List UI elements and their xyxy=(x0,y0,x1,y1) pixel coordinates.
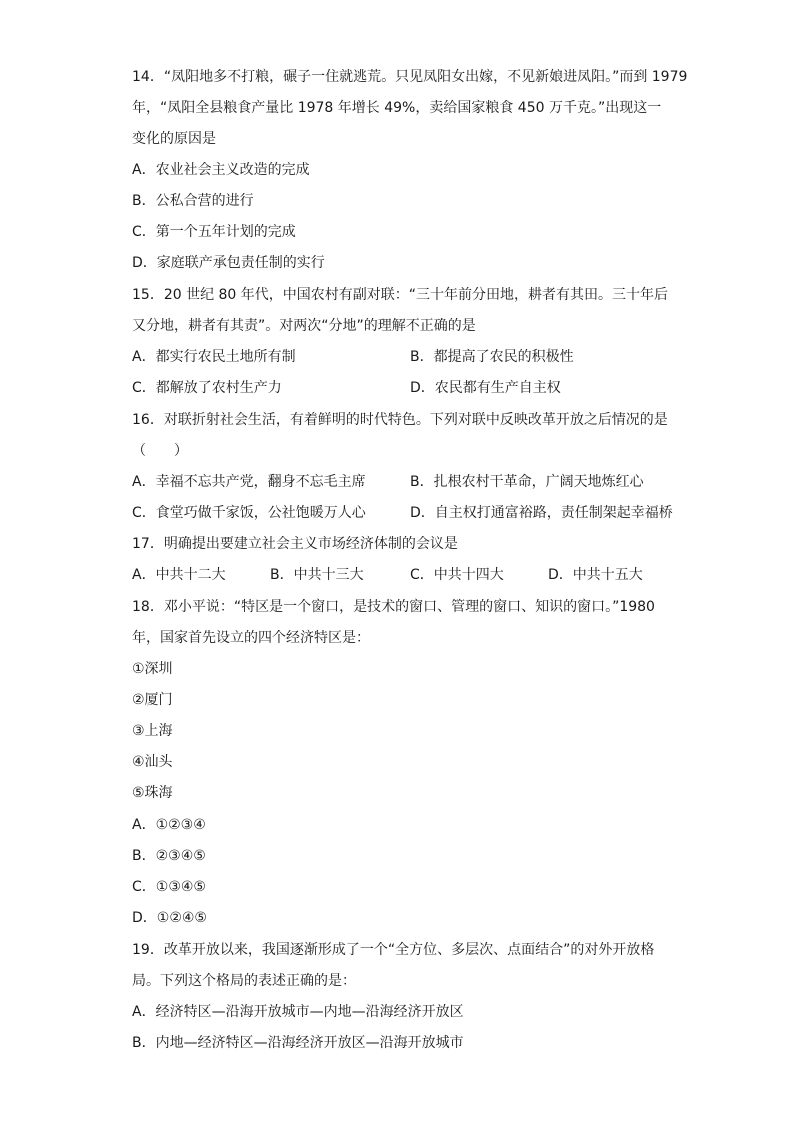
q18-item-2: ②厦门 xyxy=(132,692,173,708)
q15-stem-line-1: 15．20 世纪 80 年代，中国农村有副对联：“三十年前分田地，耕者有其田。三十年后 xyxy=(132,287,669,303)
q15-option-a: A．都实行农民土地所有制 xyxy=(132,349,296,365)
q18-option-b: B．②③④⑤ xyxy=(132,848,206,864)
q14-stem-line-1: 14．“凤阳地多不打粮，碾子一住就逃荒。只见凤阳女出嫁，不见新娘进凤阳。”而到 1979 xyxy=(132,69,688,85)
q14-option-d: D．家庭联产承包责任制的实行 xyxy=(132,255,325,271)
q18-option-d: D．①②④⑤ xyxy=(132,910,207,926)
q16-option-c: C．食堂巧做千家饭，公社饱暖万人心 xyxy=(132,505,366,521)
q18-item-1: ①深圳 xyxy=(132,661,173,677)
q19-stem-line-2: 局。下列这个格局的表述正确的是： xyxy=(132,973,356,989)
q17-option-b: B．中共十三大 xyxy=(270,567,364,583)
q18-option-a: A．①②③④ xyxy=(132,817,206,833)
q14-stem-line-3: 变化的原因是 xyxy=(132,131,216,147)
q18-stem-line-2: 年，国家首先设立的四个经济特区是： xyxy=(132,630,370,646)
q17-option-d: D．中共十五大 xyxy=(548,567,643,583)
q19-stem-line-1: 19．改革开放以来，我国逐渐形成了一个“全方位、多层次、点面结合”的对外开放格 xyxy=(132,942,655,958)
q19-option-b: B．内地—经济特区—沿海经济开放区—沿海开放城市 xyxy=(132,1035,464,1051)
q17-stem: 17．明确提出要建立社会主义市场经济体制的会议是 xyxy=(132,536,458,552)
q19-option-a: A．经济特区—沿海开放城市—内地—沿海经济开放区 xyxy=(132,1004,464,1020)
q18-stem-line-1: 18．邓小平说：“特区是一个窗口，是技术的窗口、管理的窗口、知识的窗口。”1980 xyxy=(132,599,655,615)
q14-option-a: A．农业社会主义改造的完成 xyxy=(132,162,310,178)
q17-option-a: A．中共十二大 xyxy=(132,567,226,583)
q18-option-c: C．①③④⑤ xyxy=(132,879,206,895)
q17-option-c: C．中共十四大 xyxy=(410,567,504,583)
q14-option-c: C．第一个五年计划的完成 xyxy=(132,224,296,240)
q15-stem-line-2: 又分地，耕者有其责”。对两次“分地”的理解不正确的是 xyxy=(132,318,476,334)
q14-option-b: B．公私合营的进行 xyxy=(132,193,254,209)
q15-option-b: B．都提高了农民的积极性 xyxy=(410,349,574,365)
q18-item-5: ⑤珠海 xyxy=(132,785,173,801)
q14-stem-line-2: 年，“凤阳全县粮食产量比 1978 年增长 49%，卖给国家粮食 450 万千克。”出现这一 xyxy=(132,100,662,116)
q18-item-4: ④汕头 xyxy=(132,754,173,770)
q16-option-b: B．扎根农村干革命，广阔天地炼红心 xyxy=(410,474,644,490)
q15-option-c: C．都解放了农村生产力 xyxy=(132,380,282,396)
q16-option-a: A．幸福不忘共产党，翻身不忘毛主席 xyxy=(132,474,366,490)
q16-option-d: D．自主权打通富裕路，责任制架起幸福桥 xyxy=(410,505,673,521)
q16-stem-line-1: 16．对联折射社会生活，有着鲜明的时代特色。下列对联中反映改革开放之后情况的是 xyxy=(132,412,668,428)
q18-item-3: ③上海 xyxy=(132,723,173,739)
q16-stem-line-2: （ ） xyxy=(132,443,188,459)
q15-option-d: D．农民都有生产自主权 xyxy=(410,380,561,396)
